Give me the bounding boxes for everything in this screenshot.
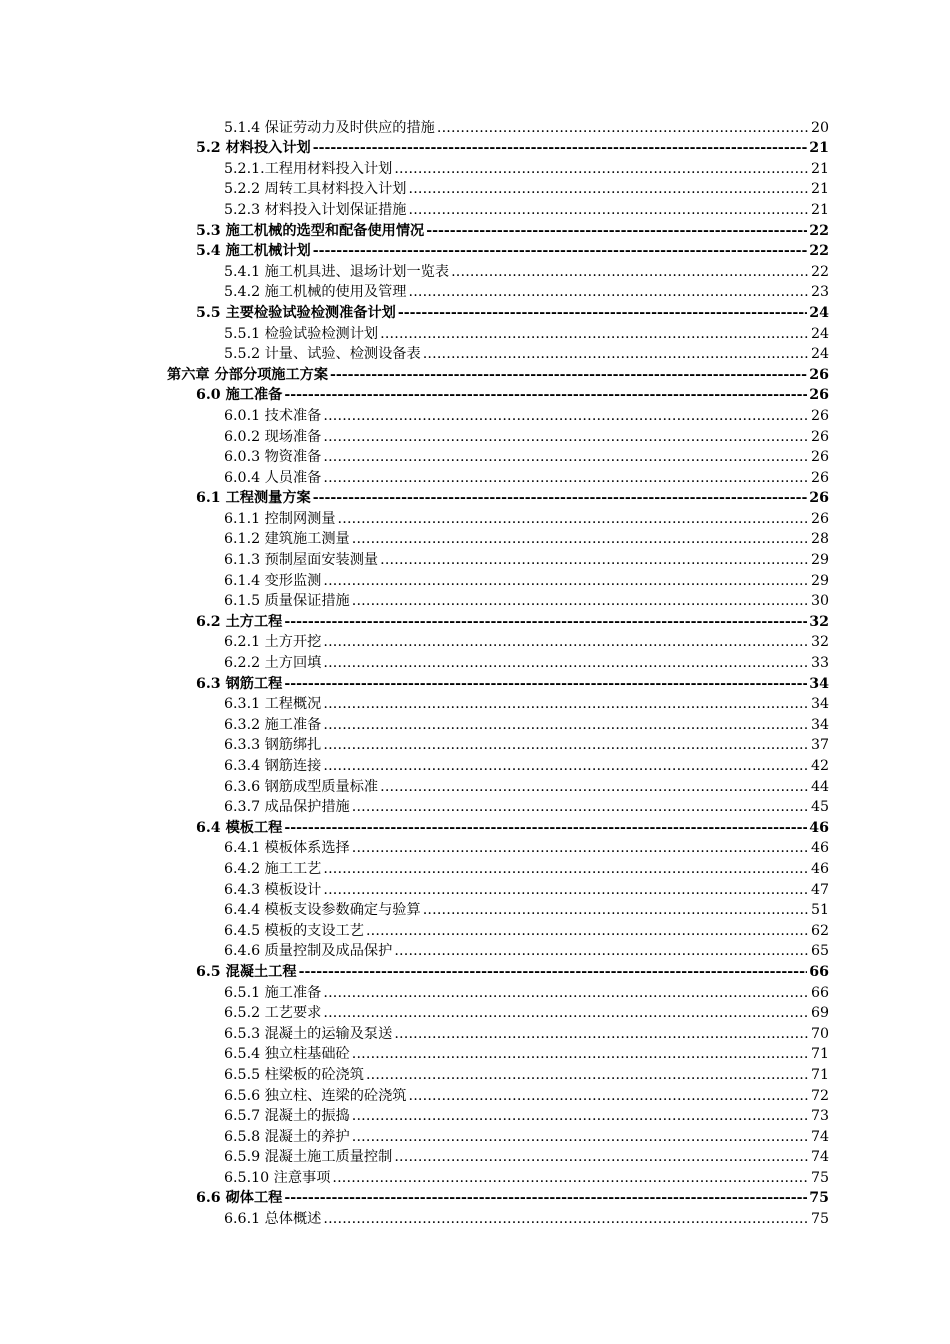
toc-leader bbox=[409, 180, 809, 198]
toc-page-number: 26 bbox=[810, 469, 829, 486]
toc-page-number: 71 bbox=[810, 1046, 829, 1063]
toc-page-number: 24 bbox=[810, 325, 829, 342]
toc-leader bbox=[409, 283, 809, 301]
toc-leader bbox=[299, 963, 808, 981]
toc-entry-title: 6.5.1 施工准备 bbox=[224, 984, 322, 1001]
toc-subsection-entry[interactable] bbox=[0, 878, 829, 899]
toc-entry-title: 6.5 混凝土工程 bbox=[196, 963, 297, 980]
toc-entry-title: 6.1.4 变形监测 bbox=[224, 572, 322, 589]
toc-entry-title: 6.3.2 施工准备 bbox=[224, 716, 322, 733]
toc-page-number: 46 bbox=[810, 840, 829, 857]
toc-leader bbox=[323, 695, 809, 713]
toc-page-number: 47 bbox=[810, 881, 829, 898]
toc-leader bbox=[352, 592, 809, 610]
toc-leader bbox=[409, 1087, 809, 1105]
toc-page-number: 34 bbox=[810, 716, 829, 733]
toc-page-number: 62 bbox=[810, 922, 829, 939]
toc-entry-title: 6.4.4 模板支设参数确定与验算 bbox=[224, 902, 421, 919]
toc-entry-title: 5.2.2 周转工具材料投入计划 bbox=[224, 181, 407, 198]
toc-entry-title: 6.4.3 模板设计 bbox=[224, 881, 322, 898]
toc-entry-title: 5.3 施工机械的选型和配备使用情况 bbox=[196, 222, 425, 239]
toc-subsection-entry[interactable] bbox=[0, 1002, 829, 1023]
toc-leader bbox=[323, 654, 809, 672]
toc-leader bbox=[398, 304, 807, 322]
toc-entry-title: 5.4 施工机械计划 bbox=[196, 243, 311, 260]
toc-subsection-entry[interactable] bbox=[0, 919, 829, 940]
toc-subsection-entry[interactable] bbox=[0, 1207, 829, 1228]
toc-page-number: 26 bbox=[810, 407, 829, 424]
toc-subsection-entry[interactable] bbox=[0, 837, 829, 858]
toc-subsection-entry[interactable] bbox=[0, 343, 829, 364]
toc-subsection-entry[interactable] bbox=[0, 198, 829, 219]
toc-leader bbox=[352, 1128, 809, 1146]
toc-entry-title: 6.5.5 柱梁板的砼浇筑 bbox=[224, 1066, 364, 1083]
toc-entry-title: 5.5.2 计量、试验、检测设备表 bbox=[224, 346, 421, 363]
table-of-contents bbox=[0, 116, 950, 1228]
toc-leader bbox=[284, 1189, 807, 1207]
toc-entry-title: 6.5.3 混凝土的运输及泵送 bbox=[224, 1025, 393, 1042]
toc-page-number: 33 bbox=[810, 655, 829, 672]
toc-subsection-entry[interactable] bbox=[0, 548, 829, 569]
toc-page-number: 29 bbox=[810, 572, 829, 589]
toc-page-number: 21 bbox=[809, 140, 829, 157]
toc-entry-title: 5.2 材料投入计划 bbox=[196, 140, 311, 157]
toc-page-number: 22 bbox=[810, 263, 829, 280]
toc-leader bbox=[338, 510, 809, 528]
toc-leader bbox=[284, 613, 807, 631]
toc-leader bbox=[423, 345, 809, 363]
toc-page-number: 32 bbox=[810, 634, 829, 651]
toc-section-entry[interactable] bbox=[0, 816, 829, 837]
toc-page-number: 74 bbox=[810, 1128, 829, 1145]
toc-leader bbox=[437, 119, 809, 137]
toc-page-number: 23 bbox=[810, 284, 829, 301]
toc-leader bbox=[323, 633, 809, 651]
toc-subsection-entry[interactable] bbox=[0, 1125, 829, 1146]
toc-subsection-entry[interactable] bbox=[0, 857, 829, 878]
toc-subsection-entry[interactable] bbox=[0, 1043, 829, 1064]
toc-leader bbox=[330, 366, 807, 384]
toc-entry-title: 5.5.1 检验试验检测计划 bbox=[224, 325, 379, 342]
toc-leader bbox=[323, 757, 809, 775]
toc-subsection-entry[interactable] bbox=[0, 178, 829, 199]
toc-page-number: 21 bbox=[810, 181, 829, 198]
toc-section-entry[interactable] bbox=[0, 219, 829, 240]
toc-entry-title: 6.3 钢筋工程 bbox=[196, 675, 283, 692]
toc-entry-title: 6.2 土方工程 bbox=[196, 613, 283, 630]
toc-entry-title: 6.4.2 施工工艺 bbox=[224, 860, 322, 877]
toc-subsection-entry[interactable] bbox=[0, 631, 829, 652]
toc-page-number: 51 bbox=[810, 902, 829, 919]
toc-chapter-entry[interactable] bbox=[0, 363, 829, 384]
toc-leader bbox=[409, 201, 809, 219]
toc-leader bbox=[323, 716, 809, 734]
toc-entry-title: 6.6 砌体工程 bbox=[196, 1190, 283, 1207]
toc-subsection-entry[interactable] bbox=[0, 1063, 829, 1084]
toc-section-entry[interactable] bbox=[0, 137, 829, 158]
toc-section-entry[interactable] bbox=[0, 487, 829, 508]
toc-page-number: 28 bbox=[810, 531, 829, 548]
toc-leader bbox=[323, 469, 809, 487]
toc-page-number: 74 bbox=[810, 1149, 829, 1166]
toc-subsection-entry[interactable] bbox=[0, 425, 829, 446]
toc-section-entry[interactable] bbox=[0, 301, 829, 322]
toc-leader bbox=[394, 942, 809, 960]
toc-leader bbox=[352, 798, 809, 816]
toc-entry-title: 5.2.3 材料投入计划保证措施 bbox=[224, 201, 407, 218]
toc-subsection-entry[interactable] bbox=[0, 260, 829, 281]
toc-leader bbox=[352, 530, 809, 548]
toc-subsection-entry[interactable] bbox=[0, 116, 829, 137]
toc-page-number: 30 bbox=[810, 593, 829, 610]
toc-entry-title: 第六章 分部分项施工方案 bbox=[167, 366, 329, 383]
toc-entry-title: 5.4.1 施工机具进、退场计划一览表 bbox=[224, 263, 450, 280]
toc-leader bbox=[313, 489, 808, 507]
toc-page-number: 45 bbox=[810, 799, 829, 816]
toc-subsection-entry[interactable] bbox=[0, 899, 829, 920]
toc-page-number: 20 bbox=[810, 119, 829, 136]
toc-entry-title: 5.2.1.工程用材料投入计划 bbox=[224, 160, 393, 177]
toc-entry-title: 6.0.4 人员准备 bbox=[224, 469, 322, 486]
toc-page-number: 75 bbox=[810, 1169, 829, 1186]
toc-leader bbox=[323, 860, 809, 878]
toc-leader bbox=[423, 901, 809, 919]
toc-page-number: 34 bbox=[809, 675, 829, 692]
toc-section-entry[interactable] bbox=[0, 384, 829, 405]
toc-entry-title: 6.2.2 土方回填 bbox=[224, 655, 322, 672]
toc-page-number: 66 bbox=[810, 984, 829, 1001]
toc-leader bbox=[323, 428, 809, 446]
toc-entry-title: 6.4.5 模板的支设工艺 bbox=[224, 922, 364, 939]
toc-subsection-entry[interactable] bbox=[0, 157, 829, 178]
toc-section-entry[interactable] bbox=[0, 672, 829, 693]
toc-page-number: 34 bbox=[810, 696, 829, 713]
toc-entry-title: 6.5.9 混凝土施工质量控制 bbox=[224, 1149, 393, 1166]
toc-page-number: 26 bbox=[809, 366, 829, 383]
toc-subsection-entry[interactable] bbox=[0, 281, 829, 302]
toc-entry-title: 6.3.1 工程概况 bbox=[224, 696, 322, 713]
toc-leader bbox=[332, 1169, 809, 1187]
toc-subsection-entry[interactable] bbox=[0, 1105, 829, 1126]
toc-subsection-entry[interactable] bbox=[0, 507, 829, 528]
toc-page-number: 66 bbox=[809, 963, 829, 980]
toc-entry-title: 6.5.10 注意事项 bbox=[224, 1169, 331, 1186]
toc-page-number: 26 bbox=[810, 449, 829, 466]
toc-entry-title: 5.1.4 保证劳动力及时供应的措施 bbox=[224, 119, 435, 136]
toc-leader bbox=[426, 222, 807, 240]
toc-entry-title: 6.3.6 钢筋成型质量标准 bbox=[224, 778, 379, 795]
toc-leader bbox=[323, 572, 809, 590]
toc-subsection-entry[interactable] bbox=[0, 590, 829, 611]
toc-entry-title: 5.5 主要检验试验检测准备计划 bbox=[196, 304, 396, 321]
toc-leader bbox=[366, 922, 809, 940]
toc-page-number: 46 bbox=[810, 860, 829, 877]
toc-page-number: 26 bbox=[809, 490, 829, 507]
toc-page-number: 73 bbox=[810, 1108, 829, 1125]
toc-entry-title: 6.3.3 钢筋绑扎 bbox=[224, 737, 322, 754]
toc-entry-title: 6.0 施工准备 bbox=[196, 387, 283, 404]
toc-leader bbox=[313, 139, 808, 157]
toc-entry-title: 6.3.4 钢筋连接 bbox=[224, 758, 322, 774]
toc-page-number: 46 bbox=[809, 819, 829, 836]
toc-subsection-entry[interactable] bbox=[0, 651, 829, 672]
toc-subsection-entry[interactable] bbox=[0, 734, 829, 755]
toc-leader bbox=[380, 325, 809, 343]
toc-page-number: 24 bbox=[810, 346, 829, 363]
toc-section-entry[interactable] bbox=[0, 240, 829, 261]
toc-page-number: 70 bbox=[810, 1025, 829, 1042]
toc-subsection-entry[interactable] bbox=[0, 322, 829, 343]
toc-subsection-entry[interactable] bbox=[0, 1022, 829, 1043]
toc-entry-title: 6.4 模板工程 bbox=[196, 819, 283, 836]
toc-page-number: 72 bbox=[810, 1087, 829, 1104]
toc-page-number: 44 bbox=[810, 778, 829, 795]
toc-subsection-entry[interactable] bbox=[0, 1166, 829, 1187]
toc-subsection-entry[interactable] bbox=[0, 754, 829, 775]
toc-page-number: 21 bbox=[810, 201, 829, 218]
toc-subsection-entry[interactable] bbox=[0, 713, 829, 734]
toc-leader bbox=[323, 881, 809, 899]
toc-page-number: 42 bbox=[810, 758, 829, 774]
toc-entry-title: 6.1.2 建筑施工测量 bbox=[224, 531, 350, 548]
toc-entry-title: 6.4.6 质量控制及成品保护 bbox=[224, 943, 393, 960]
toc-entry-title: 6.0.1 技术准备 bbox=[224, 407, 322, 424]
toc-entry-title: 6.1 工程测量方案 bbox=[196, 490, 311, 507]
toc-page-number: 26 bbox=[810, 428, 829, 445]
toc-page-number: 21 bbox=[810, 160, 829, 177]
toc-page-number: 22 bbox=[809, 243, 829, 260]
toc-page-number: 37 bbox=[810, 737, 829, 754]
toc-leader bbox=[380, 551, 809, 569]
toc-subsection-entry[interactable] bbox=[0, 1084, 829, 1105]
toc-subsection-entry[interactable] bbox=[0, 466, 829, 487]
toc-leader bbox=[394, 160, 809, 178]
toc-subsection-entry[interactable] bbox=[0, 569, 829, 590]
toc-subsection-entry[interactable] bbox=[0, 404, 829, 425]
toc-page-number: 32 bbox=[809, 613, 829, 630]
toc-leader bbox=[284, 675, 807, 693]
toc-leader bbox=[284, 386, 807, 404]
toc-leader bbox=[323, 736, 809, 754]
toc-leader bbox=[323, 1210, 809, 1228]
toc-leader bbox=[284, 819, 807, 837]
toc-subsection-entry[interactable] bbox=[0, 796, 829, 817]
toc-entry-title: 6.5.2 工艺要求 bbox=[224, 1005, 322, 1022]
toc-entry-title: 6.5.7 混凝土的振捣 bbox=[224, 1108, 350, 1125]
toc-page-number: 24 bbox=[809, 304, 829, 321]
toc-leader bbox=[380, 778, 809, 796]
toc-leader bbox=[451, 263, 809, 281]
toc-section-entry[interactable] bbox=[0, 960, 829, 981]
toc-entry-title: 6.2.1 土方开挖 bbox=[224, 634, 322, 651]
toc-page-number: 26 bbox=[809, 387, 829, 404]
toc-leader bbox=[352, 1107, 809, 1125]
toc-leader bbox=[313, 242, 808, 260]
toc-entry-title: 6.1.5 质量保证措施 bbox=[224, 593, 350, 610]
toc-leader bbox=[323, 1004, 809, 1022]
toc-subsection-entry[interactable] bbox=[0, 981, 829, 1002]
toc-subsection-entry[interactable] bbox=[0, 446, 829, 467]
toc-page-number: 69 bbox=[810, 1005, 829, 1022]
toc-entry-title: 6.5.4 独立柱基础砼 bbox=[224, 1046, 350, 1063]
toc-entry-title: 6.4.1 模板体系选择 bbox=[224, 840, 350, 857]
toc-subsection-entry[interactable] bbox=[0, 693, 829, 714]
toc-entry-title: 6.0.3 物资准备 bbox=[224, 449, 322, 466]
toc-leader bbox=[394, 1148, 809, 1166]
toc-entry-title: 6.0.2 现场准备 bbox=[224, 428, 322, 445]
toc-entry-title: 6.1.1 控制网测量 bbox=[224, 510, 336, 527]
toc-page-number: 75 bbox=[810, 1211, 829, 1228]
toc-entry-title: 6.5.6 独立柱、连梁的砼浇筑 bbox=[224, 1087, 407, 1104]
toc-entry-title: 6.3.7 成品保护措施 bbox=[224, 799, 350, 816]
toc-leader bbox=[366, 1066, 809, 1084]
toc-page-number: 29 bbox=[810, 552, 829, 569]
toc-subsection-entry[interactable] bbox=[0, 1146, 829, 1167]
toc-leader bbox=[323, 448, 809, 466]
toc-page-number: 26 bbox=[810, 510, 829, 527]
toc-entry-title: 5.4.2 施工机械的使用及管理 bbox=[224, 284, 407, 301]
toc-page-number: 22 bbox=[809, 222, 829, 239]
toc-subsection-entry[interactable] bbox=[0, 775, 829, 796]
toc-leader bbox=[323, 984, 809, 1002]
toc-section-entry[interactable] bbox=[0, 1187, 829, 1208]
toc-subsection-entry[interactable] bbox=[0, 940, 829, 961]
toc-leader bbox=[394, 1025, 809, 1043]
toc-page-number: 65 bbox=[810, 943, 829, 960]
toc-leader bbox=[352, 839, 809, 857]
toc-entry-title: 6.5.8 混凝土的养护 bbox=[224, 1128, 350, 1145]
toc-entry-title: 6.1.3 预制屋面安装测量 bbox=[224, 552, 379, 569]
toc-section-entry[interactable] bbox=[0, 610, 829, 631]
toc-leader bbox=[352, 1045, 809, 1063]
toc-page-number: 71 bbox=[810, 1066, 829, 1083]
toc-page-number: 75 bbox=[809, 1190, 829, 1207]
toc-leader bbox=[323, 407, 809, 425]
toc-subsection-entry[interactable] bbox=[0, 528, 829, 549]
toc-entry-title: 6.6.1 总体概述 bbox=[224, 1211, 322, 1228]
